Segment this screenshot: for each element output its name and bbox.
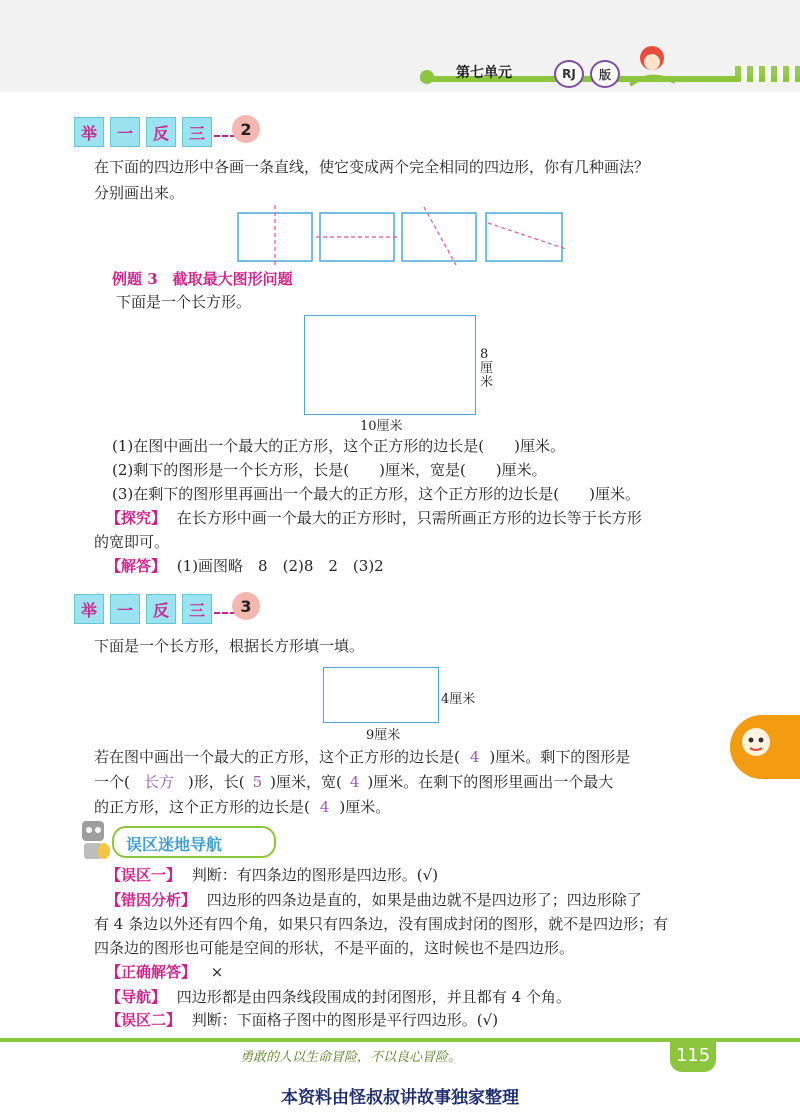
edition-badge-ban: 版	[590, 60, 620, 88]
sub-question: (2)剩下的图形是一个长方形，长是( )厘米，宽是( )厘米。	[112, 461, 547, 479]
banner-char: 反	[146, 594, 176, 624]
bottom-label-9cm: 9厘米	[366, 728, 401, 743]
correct-answer-line	[106, 962, 223, 983]
answer-text: (1)画图略 8 (2)8 2 (3)2	[176, 557, 384, 575]
navigation-line	[106, 987, 571, 1008]
fill-text: 若在图中画出一个最大的正方形，这个正方形的边长是(	[94, 748, 460, 766]
question-line: 在下面的四边形中各画一条直线，使它变成两个完全相同的四边形，你有几种画法？	[94, 158, 650, 176]
filled-answer: 5	[252, 773, 263, 791]
cut-line-diagonal-steep	[424, 207, 456, 265]
fill-text: 一个(	[94, 773, 130, 791]
banner-char: 三	[182, 117, 212, 147]
edition-badge-rj: RJ	[554, 60, 584, 88]
mistake-tag: 【误区一】	[106, 866, 182, 884]
side-label-8cm	[480, 348, 493, 390]
mistake-tag: 【误区二】	[106, 1011, 182, 1029]
explore-line	[106, 508, 642, 529]
practice-banner-2	[74, 115, 264, 145]
header-dot-icon	[420, 70, 434, 84]
mistake-tag: 【导航】	[106, 988, 167, 1006]
rectangle-9x4	[323, 667, 439, 723]
mistake-1-line	[106, 865, 438, 886]
fill-text: 的正方形，这个正方形的边长是(	[94, 798, 310, 816]
fox-mascot-icon	[738, 724, 774, 760]
example-intro: 下面是一个长方形。	[116, 293, 252, 311]
sub-question: (3)在剩下的图形里再画出一个最大的正方形，这个正方形的边长是( )厘米。	[112, 485, 640, 503]
banner-char: 三	[182, 594, 212, 624]
side-label-part: 米	[480, 375, 494, 390]
banner-char: 一	[110, 117, 140, 147]
page-number: 115	[670, 1038, 716, 1072]
mistake-text: 四边形都是由四条线段围成的封闭图形，并且都有 4 个角。	[176, 988, 571, 1006]
filled-answer: 4	[319, 798, 330, 816]
mistake-text: ×	[210, 963, 224, 981]
rectangle-4	[486, 213, 562, 261]
fill-text: )厘米。	[339, 798, 391, 816]
mistake-text: 判断：有四条边的图形是四边形。(√)	[191, 866, 439, 884]
banner-char: 举	[74, 117, 104, 147]
explore-text: 在长方形中画一个最大的正方形时，只需所画正方形的边长等于长方形	[176, 509, 642, 527]
cut-line-diagonal-shallow	[488, 223, 566, 249]
fill-text: )形，长(	[187, 773, 245, 791]
section3-intro: 下面是一个长方形，根据长方形填一填。	[94, 637, 365, 655]
explore-tag: 【探究】	[106, 509, 167, 527]
question-line: 分别画出来。	[94, 184, 185, 202]
fill-text: )厘米。在剩下的图形里画出一个最大	[367, 773, 614, 791]
example-title: 例题 3 截取最大图形问题	[112, 270, 293, 288]
mistake-text: 四边形的四条边是直的，如果是曲边就不是四边形了；四边形除了	[206, 891, 642, 909]
mistake-section-title: 误区迷地导航	[126, 835, 223, 854]
mistake-tag: 【正确解答】	[106, 963, 197, 981]
fill-line-2	[94, 772, 613, 793]
mistake-text: 判断：下面格子图中的图形是平行四边形。(√)	[191, 1011, 499, 1029]
mistake-2-line	[106, 1010, 498, 1031]
filled-answer: 4	[349, 773, 360, 791]
robot-mascot-icon	[74, 815, 114, 863]
fill-text: )厘米。剩下的图形是	[489, 748, 631, 766]
header-checker-pattern	[735, 66, 800, 82]
fill-line-3	[94, 797, 390, 818]
banner-char: 一	[110, 594, 140, 624]
fill-line-1	[94, 747, 630, 768]
mistake-tag: 【错因分析】	[106, 891, 197, 909]
side-label-part: 厘	[480, 361, 494, 376]
bottom-note: 本资料由怪叔叔讲故事独家整理	[281, 1088, 519, 1108]
filled-answer: 长方	[143, 773, 174, 791]
four-rectangles-figure	[236, 205, 568, 267]
banner-number: 3	[232, 592, 260, 620]
error-analysis-cont: 四条边的图形也可能是空间的形状，不是平面的，这时候也不是四边形。	[94, 939, 575, 957]
filled-answer: 4	[469, 748, 480, 766]
answer-line	[106, 556, 384, 577]
explore-text-cont: 的宽即可。	[94, 533, 170, 551]
side-label-4cm: 4厘米	[441, 692, 476, 707]
answer-tag: 【解答】	[106, 557, 167, 575]
sub-question: (1)在图中画出一个最大的正方形，这个正方形的边长是( )厘米。	[112, 437, 565, 455]
banner-char: 举	[74, 594, 104, 624]
fill-text: )厘米，宽(	[270, 773, 342, 791]
rectangle-3	[402, 213, 476, 261]
rectangle-10x8	[304, 315, 476, 415]
practice-banner-3	[74, 592, 264, 622]
side-label-part: 8	[480, 347, 489, 362]
footer-motto: 勇敢的人以生命冒险，不以良心冒险。	[240, 1050, 462, 1065]
unit-title: 第七单元	[456, 65, 512, 81]
bottom-label-10cm: 10厘米	[360, 419, 403, 434]
banner-number: 2	[232, 115, 260, 143]
error-analysis-line	[106, 890, 642, 911]
error-analysis-cont: 有 4 条边以外还有四个角，如果只有四条边，没有围成封闭的图形，就不是四边形；有	[94, 915, 669, 933]
banner-char: 反	[146, 117, 176, 147]
cartoon-girl-icon	[620, 40, 680, 90]
